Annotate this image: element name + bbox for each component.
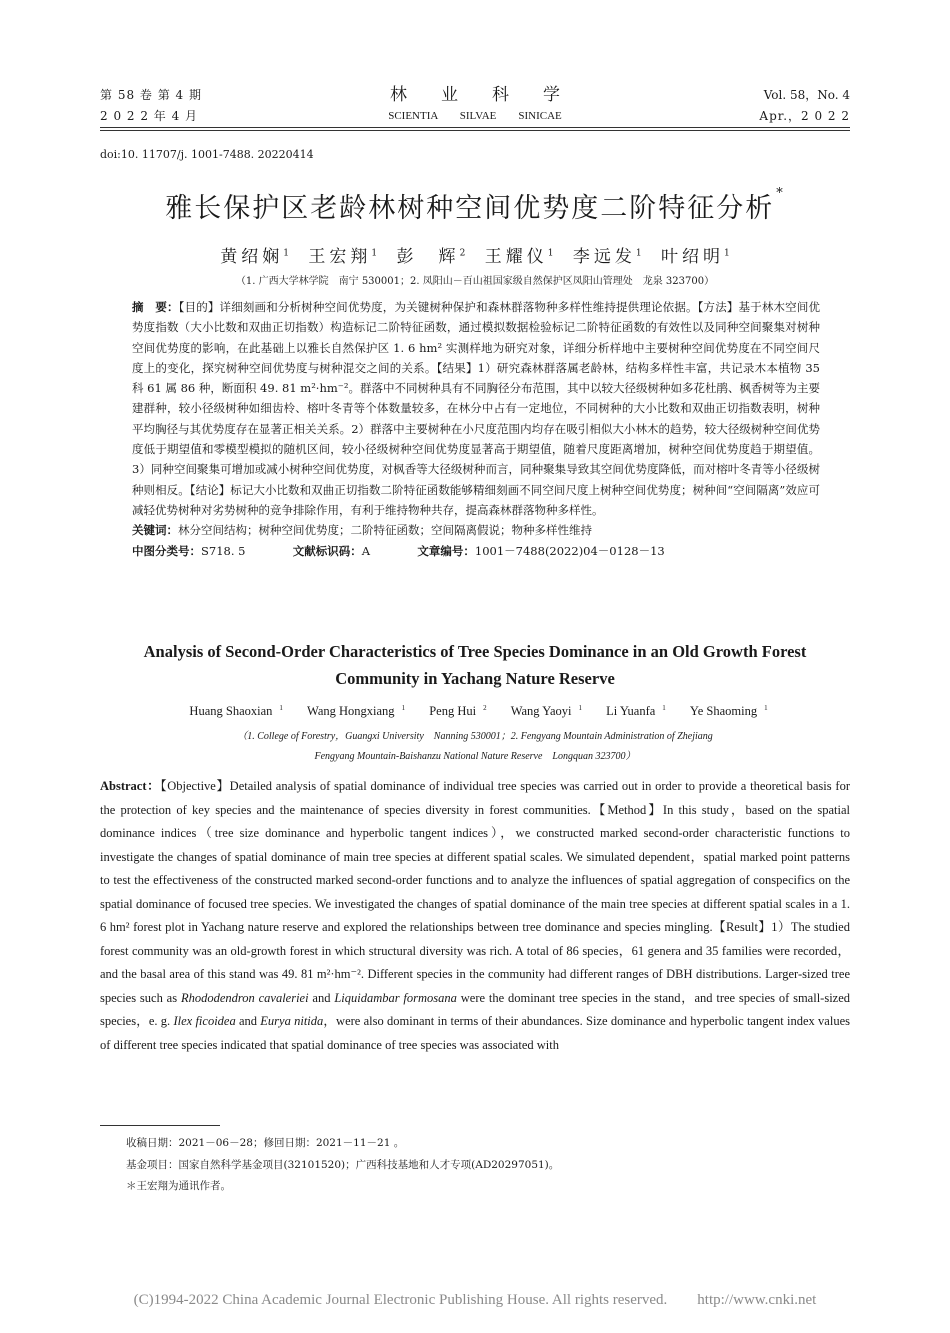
- author-cn: 彭 辉$^2$: [396, 247, 466, 267]
- authors-en: [0, 704, 950, 719]
- author-en: Huang Shaoxian $^1$: [189, 704, 283, 719]
- author-en: Li Yuanfa $^1$: [606, 704, 666, 719]
- doi: doi:10. 11707/j. 1001-7488. 20220414: [100, 148, 314, 161]
- author-en: Wang Yaoyi $^1$: [510, 704, 582, 719]
- abstract-cn: [132, 297, 820, 561]
- author-en: Ye Shaoming $^1$: [689, 704, 768, 719]
- abstract-cn-body: 【目的】详细刻画和分析树种空间优势度，为关键树种保护和森林群落物种多样性维持提供理论依据。【方法】基于林木空间优势度指数（大小比数和双曲正切指数）构造标记二阶特征函数，通过模拟数据检验标记二阶特征函数的有效性以及同种空间聚集对树种空间优势度的影响，在此基础上以雅长自然保护区 1. 6 hm² 实测样地为研究对象，详细分析样地中主要树种空间优势度在不同空间尺度上的变化，探究树种空间优势度与树种混交之间的关系。【结果】1）研究森林群落属老龄林，结构多样性丰富，共记录木本植物 35 科 61 属 86 种，断面积 49. 81 m²·hm⁻²。群落中不同树种具有不同胸径分布范围，其中以较大径级树种如多花杜鹃、枫香树等为主要建群种，较小径级树种如细齿柃、榕叶冬青等个体数量较多，在林分中占有一定地位，不同树种的大小比数和双曲正切指数表明，树种平均胸径与其优势度存在显著正相关关系。2）群落中主要树种在小尺度范围内均存在吸引相似大小林木的趋势，较大径级树种空间优势度低于期望值和零模型模拟的随机区间，较小径级树种空间优势度显著高于期望值，随着尺度距离增加，树种空间优势度趋于期望值。3）同种空间聚集可增加或减小树种空间优势度，对枫香等大径级树种而言，同种聚集导致其空间优势度降低，而对榕叶冬青等小径级树种则相反。【结论】标记大小比数和双曲正切指数二阶特征函数能够精细刻画不同空间尺度上树种空间优势度；树种间“空间隔离”效应可减轻优势树种对劣势树种的竞争排除作用，有利于维持物种共存，提高森林群落物种多样性。: [132, 300, 821, 517]
- classification-line: 中图分类号：S718. 5 文献标识码：A 文章编号：1001－7488(2022)04－0128－13: [132, 543, 665, 558]
- title-cn: 雅长保护区老龄林树种空间优势度二阶特征分析 *: [165, 186, 785, 224]
- footnote-fund: 基金项目：国家自然科学基金项目(32101520)；广西科技基地和人才专项(AD20297051)。: [126, 1159, 560, 1171]
- affiliations-cn: （1. 广西大学林学院 南宁 530001；2. 凤阳山－百山祖国家级自然保护区凤阳山管理处 龙泉 323700）: [235, 276, 715, 287]
- species-name: Eurya nitida: [260, 1014, 324, 1028]
- species-name: Ilex ficoidea: [173, 1014, 236, 1028]
- author-en: Peng Hui $^2$: [429, 704, 487, 719]
- volume-en: Vol. 58，No. 4: [763, 88, 850, 102]
- footnote-rule: [100, 1125, 220, 1126]
- journal-title-cn: 林 业 科 学: [390, 85, 560, 105]
- author-cn: 王耀仪$^1$: [484, 247, 554, 267]
- copyright-watermark: (C)1994-2022 China Academic Journal Electronic Publishing House. All rights reserved. http://www.cnki.net: [133, 1292, 817, 1308]
- keywords-cn-label: 关键词：: [132, 523, 178, 538]
- footnote-received: 收稿日期：2021－06－28；修回日期：2021－11－21 。: [126, 1137, 405, 1149]
- abstract-cn-label: 摘 要：: [132, 300, 179, 314]
- date-en: Apr.，2 0 2 2: [759, 109, 850, 123]
- date-cn: 2 0 2 2 年 4 月: [100, 109, 199, 123]
- author-cn: 李远发$^1$: [572, 247, 642, 267]
- abstract-en: Abstract：【Objective】Detailed analysis of spatial dominance of individual tree species was carried out in order to provide a theoretical basis for the protection of key species and the maintenance of species diversity in forest communities.【Method】In this study，based on the spatial dominance indices（tree size dominance and hyperbolic tangent indices），we constructed marked second-order characteristic functions to investigate the changes of spatial dominance of main tree species at different spatial scales. We simulated dependent，spatial marked point patterns to test the effectiveness of the constructed marked second-order functions and to analyze the influences of spatial aggregation of conspecifics on the spatial dominance of focused tree species. We investigated the changes of spatial dominance of the main tree species at different spatial scales in a 1. 6 hm² forest plot in Yachang nature reserve and explored the relationships between tree dominance and species mingling.【Result】1）The studied forest community was an old-growth forest in which structural diversity was rich. A total of 86 species，61 genera and 35 families were recorded，and the basal area of this stand was 49. 81 m²·hm⁻². Different species in the community had different ranges of DBH distributions. Larger-sized tree species such as Rhododendron cavaleriei and Liquidambar formosana were the dominant tree species in the stand，and tree species of small-sized species，e. g. Ilex ficoidea and Eurya nitida，were also dominant in terms of their abundances. Size dominance and hyperbolic tangent index values of different tree species indicated that spatial dominance of tree species was associated with: [100, 779, 851, 1052]
- journal-title-en: SCIENTIA SILVAE SINICAE: [388, 110, 562, 122]
- abstract-en-label: Abstract：: [100, 779, 161, 793]
- keywords-cn: 林分空间结构；树种空间优势度；二阶特征函数；空间隔离假说；物种多样性维持: [178, 523, 592, 538]
- author-cn: 黄绍娴$^1$: [220, 247, 290, 267]
- title-en: Analysis of Second-Order Characteristics of Tree Species Dominance in an Old Growth Forest Community in Yachang Nature Reserve: [143, 642, 807, 688]
- species-name: Liquidambar formosana: [334, 990, 457, 1005]
- header-rule-bottom: [100, 130, 850, 131]
- author-cn: 叶绍明$^1$: [660, 247, 730, 267]
- author-cn: 王宏翔$^1$: [308, 247, 378, 267]
- footnote-corresponding: ＊王宏翔为通讯作者。: [126, 1180, 231, 1192]
- volume-cn: 第 58 卷 第 4 期: [100, 88, 202, 102]
- header-rule-top: [100, 127, 850, 128]
- author-en: Wang Hongxiang $^1$: [307, 704, 406, 719]
- affiliations-en: （1. College of Forestry，Guangxi University Nanning 530001；2. Fengyang Mountain Administration of Zhejiang Fengyang Mountain-Baishanzu National Nature Reserve Longquan 323700）: [237, 731, 713, 762]
- authors-cn: [0, 242, 950, 267]
- species-name: Rhododendron cavaleriei: [180, 990, 309, 1005]
